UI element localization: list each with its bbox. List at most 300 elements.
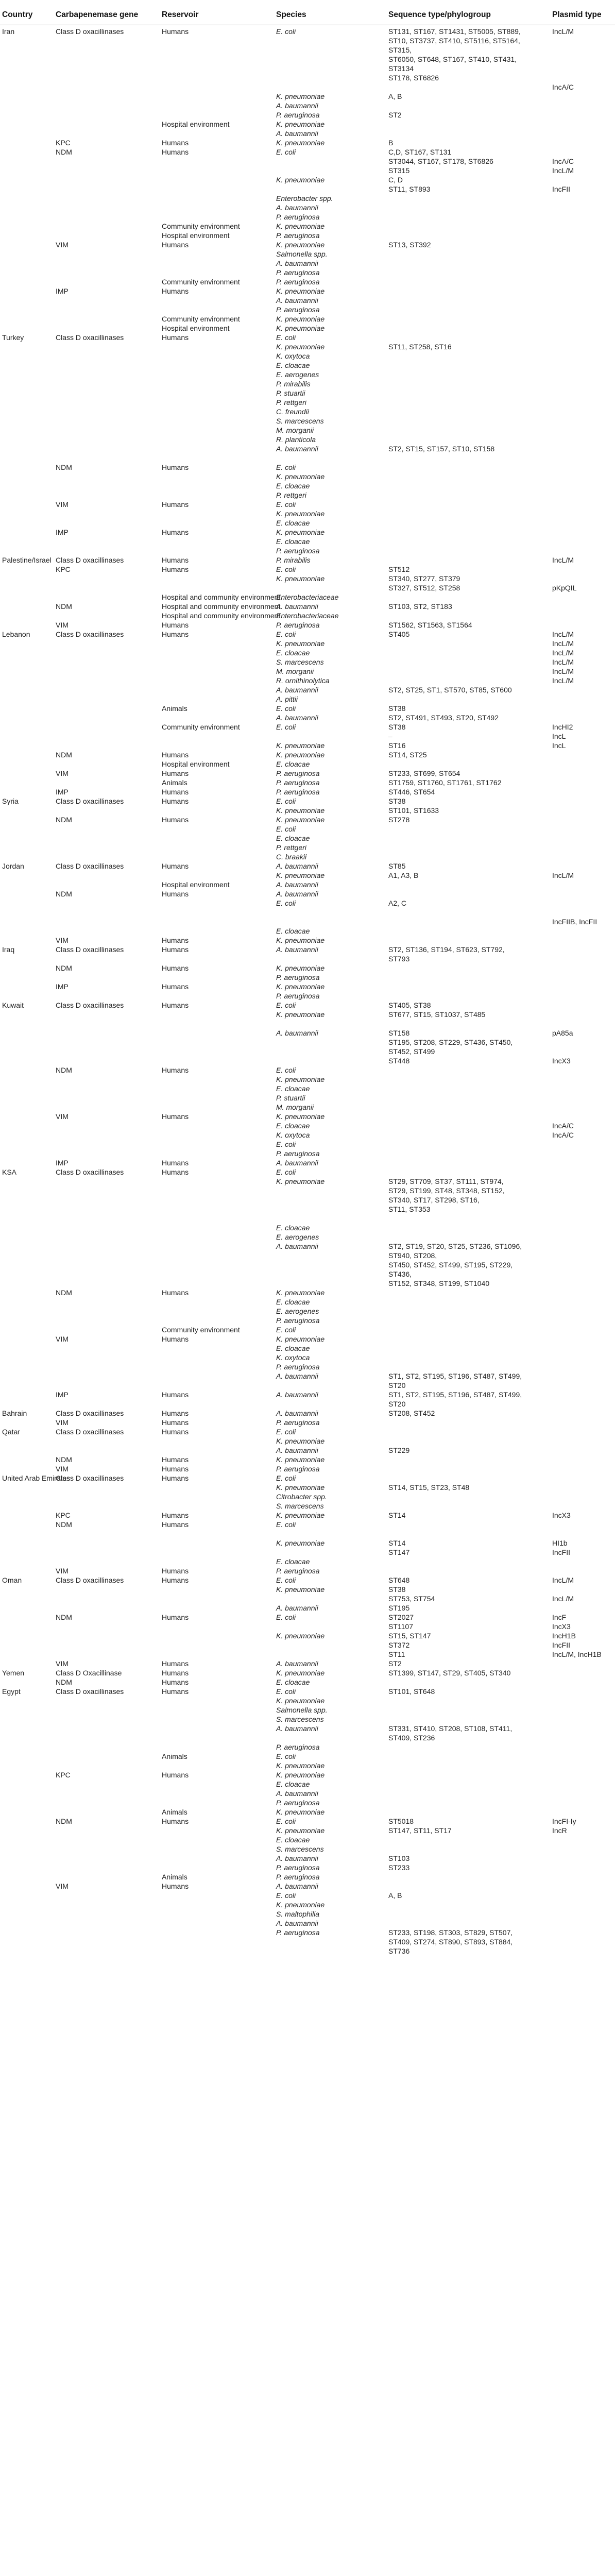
cell-species: R. planticola (276, 435, 316, 444)
cell-species: S. marcescens (276, 1845, 324, 1853)
cell-species: K. pneumoniae (276, 1761, 325, 1770)
cell-st: ST677, ST15, ST1037, ST485 (388, 1010, 486, 1019)
cell-reservoir: Humans (162, 816, 189, 824)
cell-st: ST278 (388, 816, 410, 824)
cell-st: ST1399, ST147, ST29, ST405, ST340 (388, 1669, 511, 1677)
cell-species: Salmonella spp. (276, 250, 328, 258)
cell-gene: NDM (56, 1289, 72, 1297)
cell-species: K. pneumoniae (276, 222, 325, 230)
cell-reservoir: Hospital environment (162, 231, 230, 240)
cell-species: E. cloacae (276, 1298, 310, 1306)
cell-plasmid: IncL/M (552, 166, 574, 175)
cell-species: E. coli (276, 1168, 296, 1176)
cell-st: ST3134 (388, 64, 414, 73)
cell-species: A. baumannii (276, 1409, 318, 1417)
cell-gene: KPC (56, 1771, 71, 1779)
cell-country: Qatar (2, 1428, 21, 1436)
cell-st: ST409, ST274, ST890, ST893, ST884, (388, 1938, 513, 1946)
cell-country: Jordan (2, 862, 24, 870)
cell-st: ST2, ST19, ST20, ST25, ST236, ST1096, (388, 1242, 522, 1250)
cell-st: ST5018 (388, 1817, 414, 1825)
cell-st: ST793 (388, 955, 410, 963)
cell-reservoir: Animals (162, 1873, 187, 1881)
cell-species: A. pittii (276, 695, 298, 703)
cell-reservoir: Humans (162, 945, 189, 954)
cell-species: A. baumannii (276, 890, 318, 898)
cell-gene: NDM (56, 463, 72, 471)
cell-species: A. baumannii (276, 1789, 318, 1798)
cell-st: ST15, ST147 (388, 1632, 431, 1640)
cell-reservoir: Hospital and community environment (162, 602, 281, 611)
cell-reservoir: Humans (162, 241, 189, 249)
cell-species: E. cloacae (276, 1122, 310, 1130)
cell-gene: IMP (56, 1159, 69, 1167)
cell-st: ST14, ST25 (388, 751, 427, 759)
cell-species: E. coli (276, 1752, 296, 1760)
cell-reservoir: Community environment (162, 723, 240, 731)
cell-species: K. pneumoniae (276, 315, 325, 323)
cell-country: Iraq (2, 945, 15, 954)
cell-reservoir: Animals (162, 778, 187, 787)
cell-st: ST29, ST199, ST48, ST348, ST152, (388, 1187, 505, 1195)
cell-species: K. pneumoniae (276, 241, 325, 249)
cell-st: ST38 (388, 1585, 406, 1594)
cell-species: E. cloacae (276, 1224, 310, 1232)
cell-gene: NDM (56, 1817, 72, 1825)
cell-reservoir: Humans (162, 333, 189, 342)
cell-species: E. coli (276, 1428, 296, 1436)
cell-st: ST315 (388, 166, 410, 175)
cell-species: A. baumannii (276, 445, 318, 453)
cell-country: Yemen (2, 1669, 25, 1677)
cell-gene: IMP (56, 528, 69, 536)
cell-species: E. coli (276, 704, 296, 713)
cell-gene: VIM (56, 1659, 69, 1668)
cell-species: K. pneumoniae (276, 1455, 325, 1464)
cell-species: P. aeruginosa (276, 1418, 320, 1427)
cell-reservoir: Humans (162, 1001, 189, 1009)
cell-reservoir: Humans (162, 982, 189, 991)
cell-reservoir: Humans (162, 797, 189, 805)
cell-reservoir: Humans (162, 1669, 189, 1677)
cell-species: P. aeruginosa (276, 1799, 320, 1807)
cell-st: ST103, ST2, ST183 (388, 602, 452, 611)
cell-st: ST3044, ST167, ST178, ST6826 (388, 157, 493, 165)
cell-species: A. baumannii (276, 1724, 318, 1733)
cell-species: P. aeruginosa (276, 1465, 320, 1473)
cell-species: P. aeruginosa (276, 231, 320, 240)
cell-reservoir: Hospital and community environment (162, 612, 281, 620)
cell-reservoir: Humans (162, 769, 189, 777)
cell-species: Enterobacteriaceae (276, 593, 339, 601)
cell-gene: VIM (56, 769, 69, 777)
cell-species: E. coli (276, 1326, 296, 1334)
cell-species: K. pneumoniae (276, 982, 325, 991)
cell-st: ST208, ST452 (388, 1409, 435, 1417)
cell-st: A2, C (388, 899, 407, 907)
cell-species: E. coli (276, 500, 296, 509)
cell-species: E. coli (276, 1474, 296, 1482)
cell-st: ST11, ST258, ST16 (388, 343, 452, 351)
cell-species: A. baumannii (276, 259, 318, 267)
cell-gene: NDM (56, 1520, 72, 1529)
cell-species: P. mirabilis (276, 556, 311, 564)
cell-st: ST147 (388, 1548, 410, 1556)
cell-species: A. baumannii (276, 1391, 318, 1399)
cell-species: Salmonella spp. (276, 1706, 328, 1714)
cell-reservoir: Community environment (162, 222, 240, 230)
cell-st: ST11, ST893 (388, 185, 431, 193)
cell-gene: Class D oxacillinases (56, 1001, 124, 1009)
cell-plasmid: IncL/M (552, 649, 574, 657)
cell-gene: Class D oxacillinases (56, 556, 124, 564)
cell-gene: Class D oxacillinases (56, 797, 124, 805)
cell-species: K. pneumoniae (276, 1335, 325, 1343)
cell-plasmid: IncA/C (552, 83, 574, 91)
cell-st: ST229 (388, 1446, 410, 1454)
cell-gene: IMP (56, 1391, 69, 1399)
cell-gene: VIM (56, 1567, 69, 1575)
cell-reservoir: Humans (162, 148, 189, 156)
cell-country: Bahrain (2, 1409, 27, 1417)
cell-species: P. aeruginosa (276, 992, 320, 1000)
cell-plasmid: IncL/M (552, 630, 574, 638)
cell-species: P. aeruginosa (276, 778, 320, 787)
cell-plasmid: IncF (552, 1613, 567, 1621)
cell-species: E. cloacae (276, 834, 310, 842)
cell-gene: Class D oxacillinases (56, 630, 124, 638)
cell-gene: IMP (56, 788, 69, 796)
cell-species: A. baumannii (276, 296, 318, 304)
cell-reservoir: Humans (162, 1678, 189, 1686)
cell-species: E. coli (276, 1687, 296, 1696)
cell-reservoir: Humans (162, 1576, 189, 1584)
cell-st: ST178, ST6826 (388, 74, 439, 82)
cell-species: K. oxytoca (276, 1353, 310, 1362)
cell-species: P. rettgeri (276, 398, 306, 406)
cell-st: ST85 (388, 862, 406, 870)
cell-st: – (388, 732, 392, 740)
cell-species: M. morganii (276, 1103, 314, 1111)
cell-reservoir: Humans (162, 862, 189, 870)
cell-plasmid: IncL/M (552, 556, 574, 564)
cell-reservoir: Humans (162, 528, 189, 536)
cell-plasmid: IncL/M (552, 676, 574, 685)
cell-gene: NDM (56, 816, 72, 824)
cell-country: Syria (2, 797, 19, 805)
cell-gene: VIM (56, 1335, 69, 1343)
cell-reservoir: Animals (162, 1752, 187, 1760)
cell-st: ST372 (388, 1641, 410, 1649)
cell-st: ST1, ST2, ST195, ST196, ST487, ST499, (388, 1391, 522, 1399)
cell-reservoir: Humans (162, 1409, 189, 1417)
cell-species: A. baumannii (276, 686, 318, 694)
cell-species: P. aeruginosa (276, 213, 320, 221)
cell-species: K. pneumoniae (276, 139, 325, 147)
cell-reservoir: Humans (162, 1613, 189, 1621)
cell-reservoir: Humans (162, 463, 189, 471)
header-country: Country (2, 10, 33, 19)
header-sequence-type: Sequence type/phylogroup (388, 10, 491, 19)
cell-species: K. pneumoniae (276, 1808, 325, 1816)
cell-plasmid: IncL/M (552, 658, 574, 666)
cell-plasmid: IncX3 (552, 1622, 571, 1631)
cell-species: A. baumannii (276, 1446, 318, 1454)
cell-gene: Class D oxacillinases (56, 27, 124, 36)
cell-plasmid: IncX3 (552, 1057, 571, 1065)
cell-species: C. braakii (276, 853, 307, 861)
cell-gene: NDM (56, 1066, 72, 1074)
cell-st: ST101, ST1633 (388, 806, 439, 815)
cell-species: K. pneumoniae (276, 120, 325, 128)
cell-species: K. pneumoniae (276, 92, 325, 100)
cell-species: S. marcescens (276, 658, 324, 666)
cell-gene: VIM (56, 936, 69, 944)
cell-st: ST2, ST491, ST493, ST20, ST492 (388, 714, 499, 722)
cell-species: Enterobacteriaceae (276, 612, 339, 620)
cell-plasmid: IncFI-Iy (552, 1817, 576, 1825)
cell-st: C, D (388, 176, 403, 184)
cell-reservoir: Humans (162, 139, 189, 147)
cell-species: K. pneumoniae (276, 639, 325, 648)
cell-gene: NDM (56, 1455, 72, 1464)
header-species: Species (276, 10, 306, 19)
cell-species: E. cloacae (276, 1678, 310, 1686)
cell-species: K. pneumoniae (276, 1177, 325, 1185)
cell-st: ST13, ST392 (388, 241, 431, 249)
cell-species: P. aeruginosa (276, 1743, 320, 1751)
cell-gene: Class D oxacillinases (56, 1474, 124, 1482)
cell-species: P. aeruginosa (276, 621, 320, 629)
cell-species: K. pneumoniae (276, 1669, 325, 1677)
cell-reservoir: Community environment (162, 278, 240, 286)
cell-species: K. pneumoniae (276, 472, 325, 481)
cell-st: ST736 (388, 1947, 410, 1955)
cell-plasmid: IncA/C (552, 1131, 574, 1139)
cell-reservoir: Hospital environment (162, 324, 230, 332)
cell-gene: Class D oxacillinases (56, 1687, 124, 1696)
cell-reservoir: Humans (162, 1817, 189, 1825)
cell-species: P. rettgeri (276, 843, 306, 852)
cell-species: P. stuartii (276, 1094, 305, 1102)
cell-gene: Class D Oxacillinase (56, 1669, 122, 1677)
cell-species: K. pneumoniae (276, 1010, 325, 1019)
cell-reservoir: Humans (162, 500, 189, 509)
cell-species: K. pneumoniae (276, 1585, 325, 1594)
cell-st: ST38 (388, 797, 406, 805)
cell-st: ST2 (388, 1659, 402, 1668)
cell-species: K. pneumoniae (276, 806, 325, 815)
header-plasmid-type: Plasmid type (552, 10, 602, 19)
cell-reservoir: Humans (162, 1687, 189, 1696)
cell-st: ST446, ST654 (388, 788, 435, 796)
cell-gene: Class D oxacillinases (56, 1428, 124, 1436)
cell-st: ST131, ST167, ST1431, ST5005, ST889, (388, 27, 521, 36)
cell-plasmid: IncA/C (552, 1122, 574, 1130)
cell-plasmid: IncFIIB, IncFII (552, 918, 597, 926)
cell-gene: VIM (56, 500, 69, 509)
cell-reservoir: Humans (162, 1066, 189, 1074)
cell-gene: NDM (56, 751, 72, 759)
cell-st: A1, A3, B (388, 871, 419, 879)
cell-gene: Class D oxacillinases (56, 862, 124, 870)
cell-species: E. coli (276, 148, 296, 156)
cell-st: ST327, ST512, ST258 (388, 584, 460, 592)
cell-species: A. baumannii (276, 129, 318, 138)
cell-reservoir: Humans (162, 788, 189, 796)
cell-st: ST512 (388, 565, 410, 573)
cell-species: K. pneumoniae (276, 287, 325, 295)
cell-country: Kuwait (2, 1001, 24, 1009)
cell-species: E. coli (276, 797, 296, 805)
cell-species: P. aeruginosa (276, 1316, 320, 1325)
cell-species: P. aeruginosa (276, 1149, 320, 1158)
cell-species: E. coli (276, 1576, 296, 1584)
cell-country: United Arab Emirates (2, 1474, 71, 1482)
cell-st: ST436, (388, 1270, 412, 1278)
cell-species: K. pneumoniae (276, 176, 325, 184)
cell-st: ST20 (388, 1381, 406, 1389)
cell-species: M. morganii (276, 667, 314, 675)
cell-species: K. pneumoniae (276, 964, 325, 972)
cell-st: ST1759, ST1760, ST1761, ST1762 (388, 778, 502, 787)
cell-species: E. coli (276, 333, 296, 342)
cell-species: P. aeruginosa (276, 973, 320, 981)
cell-st: ST233, ST699, ST654 (388, 769, 460, 777)
cell-gene: NDM (56, 890, 72, 898)
cell-plasmid: IncHI2 (552, 723, 573, 731)
cell-species: A. baumannii (276, 101, 318, 110)
cell-st: ST1562, ST1563, ST1564 (388, 621, 472, 629)
cell-st: ST1, ST2, ST195, ST196, ST487, ST499, (388, 1372, 522, 1380)
cell-species: E. coli (276, 565, 296, 573)
cell-reservoir: Humans (162, 630, 189, 638)
cell-reservoir: Hospital and community environment (162, 593, 281, 601)
cell-species: A. baumannii (276, 1029, 318, 1037)
cell-st: A, B (388, 1891, 402, 1900)
cell-st: ST20 (388, 1400, 406, 1408)
cell-species: A. baumannii (276, 1604, 318, 1612)
cell-reservoir: Humans (162, 1168, 189, 1176)
cell-species: A. baumannii (276, 1242, 318, 1250)
cell-species: K. pneumoniae (276, 816, 325, 824)
cell-st: ST315, (388, 46, 412, 54)
cell-st: ST233 (388, 1863, 410, 1872)
cell-gene: Class D oxacillinases (56, 945, 124, 954)
cell-reservoir: Humans (162, 751, 189, 759)
cell-species: P. aeruginosa (276, 769, 320, 777)
cell-reservoir: Humans (162, 565, 189, 573)
cell-species: P. aeruginosa (276, 1863, 320, 1872)
cell-species: P. aeruginosa (276, 1567, 320, 1575)
cell-species: E. aerogenes (276, 1233, 319, 1241)
cell-st: ST233, ST198, ST303, ST829, ST507, (388, 1928, 513, 1937)
cell-species: P. aeruginosa (276, 1928, 320, 1937)
cell-plasmid: IncX3 (552, 1511, 571, 1519)
cell-species: S. marcescens (276, 417, 324, 425)
cell-species: E. cloacae (276, 519, 310, 527)
cell-st: ST2, ST15, ST157, ST10, ST158 (388, 445, 495, 453)
cell-st: ST648 (388, 1576, 410, 1584)
cell-st: ST16 (388, 741, 406, 750)
cell-plasmid: IncL/M, IncH1B (552, 1650, 602, 1658)
cell-species: S. maltophilia (276, 1910, 320, 1918)
cell-plasmid: IncL/M (552, 871, 574, 879)
cell-st: ST195, ST208, ST229, ST436, ST450, (388, 1038, 513, 1046)
cell-species: M. morganii (276, 426, 314, 434)
cell-species: A. baumannii (276, 602, 318, 611)
cell-st: ST195 (388, 1604, 410, 1612)
cell-st: ST103 (388, 1854, 410, 1862)
cell-gene: NDM (56, 148, 72, 156)
cell-species: K. pneumoniae (276, 574, 325, 583)
cell-species: Citrobacter spp. (276, 1493, 327, 1501)
cell-species: E. coli (276, 630, 296, 638)
cell-gene: VIM (56, 1882, 69, 1890)
cell-st: ST340, ST277, ST379 (388, 574, 460, 583)
cell-species: E. cloacae (276, 1557, 310, 1566)
cell-species: S. marcescens (276, 1715, 324, 1723)
cell-gene: NDM (56, 1613, 72, 1621)
cell-species: E. cloacae (276, 760, 310, 768)
cell-reservoir: Humans (162, 936, 189, 944)
cell-species: P. mirabilis (276, 380, 311, 388)
cell-species: E. cloacae (276, 1084, 310, 1093)
cell-species: K. pneumoniae (276, 510, 325, 518)
cell-gene: Class D oxacillinases (56, 1576, 124, 1584)
cell-species: K. pneumoniae (276, 1437, 325, 1445)
cell-species: E. coli (276, 27, 296, 36)
cell-species: K. pneumoniae (276, 936, 325, 944)
cell-reservoir: Humans (162, 1465, 189, 1473)
cell-country: Turkey (2, 333, 24, 342)
cell-species: E. coli (276, 1520, 296, 1529)
cell-st: ST38 (388, 704, 406, 713)
cell-reservoir: Humans (162, 1418, 189, 1427)
cell-plasmid: IncFII (552, 1641, 571, 1649)
cell-reservoir: Humans (162, 1428, 189, 1436)
cell-species: K. pneumoniae (276, 1112, 325, 1121)
cell-gene: VIM (56, 1418, 69, 1427)
cell-reservoir: Animals (162, 704, 187, 713)
cell-species: P. aeruginosa (276, 1873, 320, 1881)
cell-species: P. aeruginosa (276, 306, 320, 314)
cell-species: E. cloacae (276, 927, 310, 935)
cell-species: A. baumannii (276, 1372, 318, 1380)
cell-reservoir: Humans (162, 27, 189, 36)
cell-species: E. cloacae (276, 361, 310, 369)
cell-st: ST6050, ST648, ST167, ST410, ST431, (388, 55, 517, 63)
cell-reservoir: Hospital environment (162, 120, 230, 128)
cell-plasmid: IncL (552, 732, 566, 740)
cell-species: K. pneumoniae (276, 1539, 325, 1547)
cell-plasmid: IncL/M (552, 639, 574, 648)
cell-species: K. pneumoniae (276, 1511, 325, 1519)
cell-st: ST405, ST38 (388, 1001, 431, 1009)
cell-reservoir: Humans (162, 1567, 189, 1575)
cell-st: A, B (388, 92, 402, 100)
cell-species: K. pneumoniae (276, 741, 325, 750)
cell-species: K. pneumoniae (276, 1697, 325, 1705)
cell-species: E. cloacae (276, 1344, 310, 1352)
cell-st: ST38 (388, 723, 406, 731)
cell-st: ST11, ST353 (388, 1205, 431, 1213)
cell-plasmid: IncL/M (552, 667, 574, 675)
cell-st: ST409, ST236 (388, 1734, 435, 1742)
cell-plasmid: IncL/M (552, 1576, 574, 1584)
cell-species: E. cloacae (276, 649, 310, 657)
cell-species: K. oxytoca (276, 352, 310, 360)
